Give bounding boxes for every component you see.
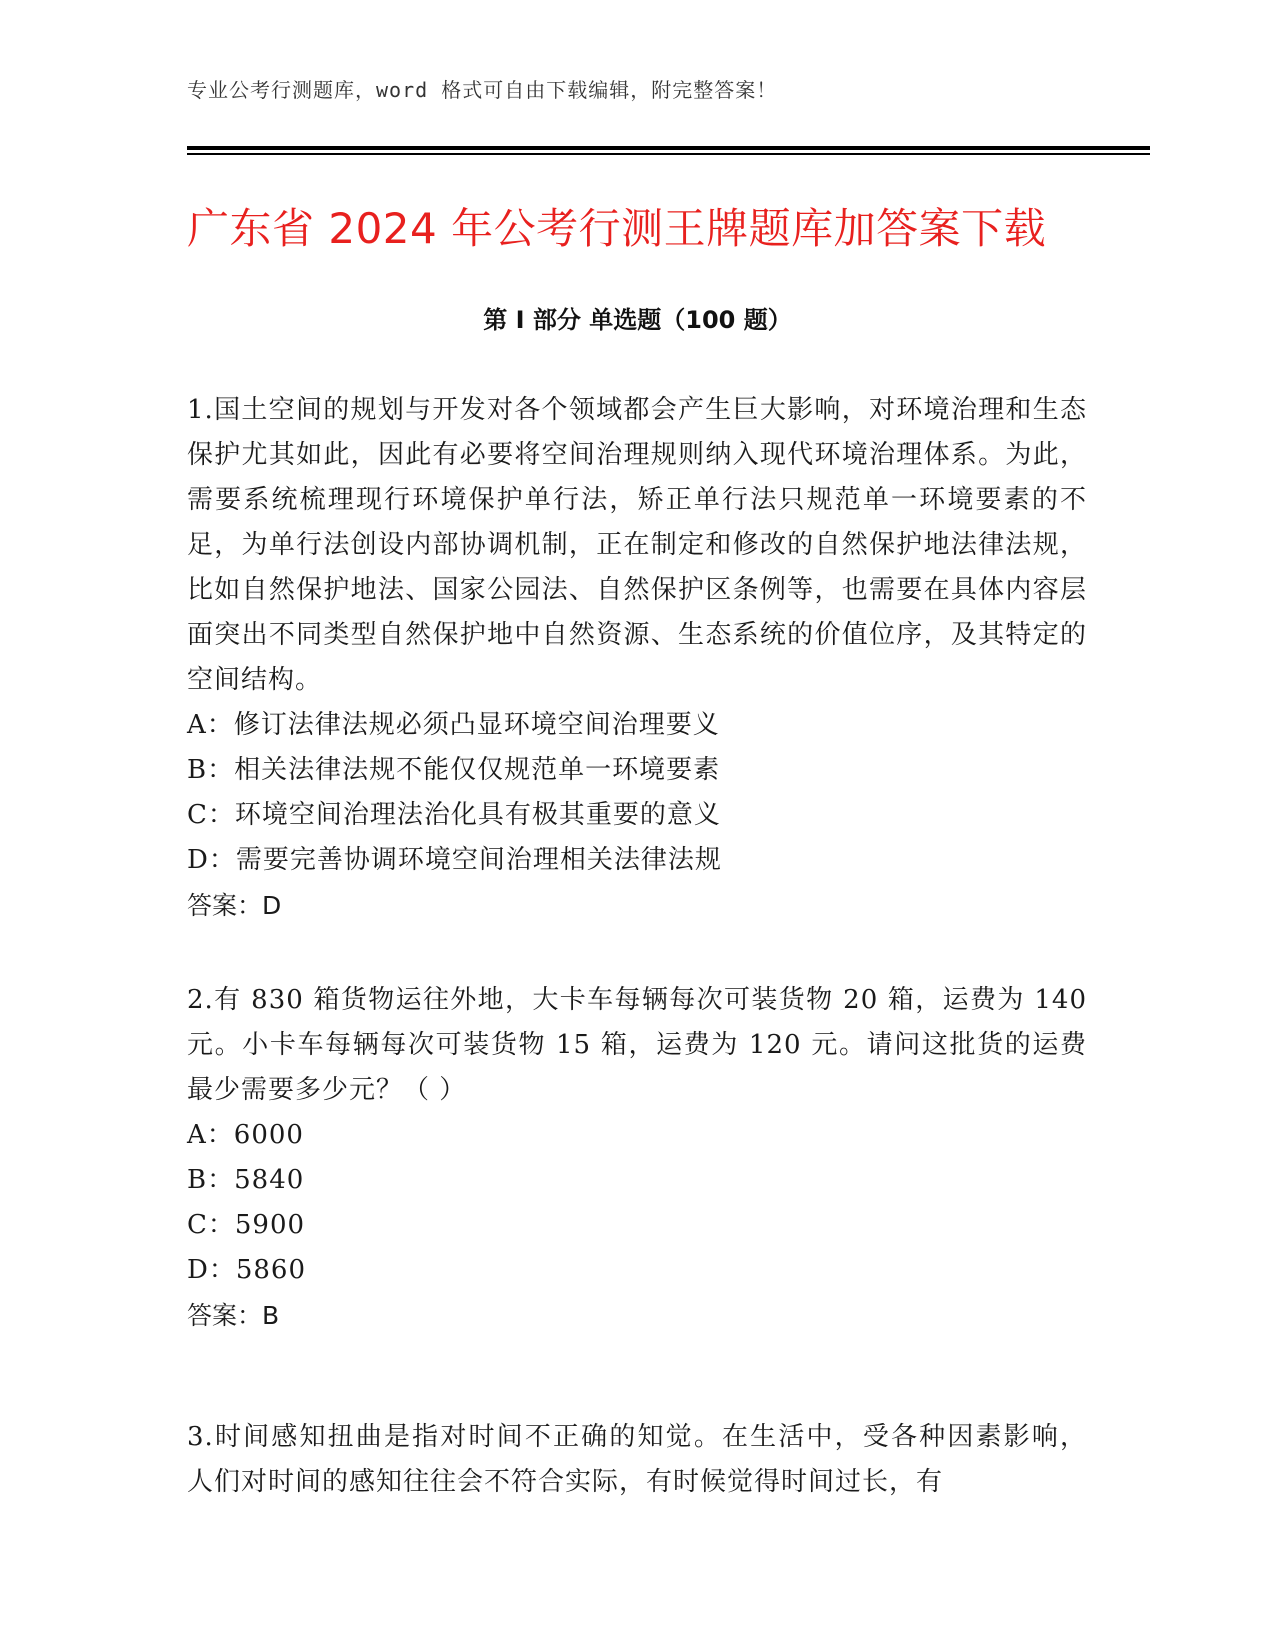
question-1-option-c: C：环境空间治理法治化具有极其重要的意义 (187, 800, 721, 830)
header-divider-thin (187, 153, 1150, 155)
document-title: 广东省 2024 年公考行测王牌题库加答案下载 (187, 204, 1047, 253)
question-2-text: 2.有 830 箱货物运往外地，大卡车每辆每次可装货物 20 箱，运费为 140 元。小卡车每辆每次可装货物 15 箱，运费为 120 元。请问这批货的运费最少需要多少元？（ ） (187, 985, 1087, 1105)
question-1-answer: 答案：D (187, 891, 282, 920)
question-3-text: 3.时间感知扭曲是指对时间不正确的知觉。在生活中，受各种因素影响， 人们对时间的感知往往会不符合实际，有时候觉得时间过长，有 (187, 1422, 1087, 1497)
question-2-option-b: B：5840 (187, 1165, 305, 1195)
question-1 (187, 388, 1087, 928)
question-1-option-b: B：相关法律法规不能仅仅规范单一环境要素 (187, 755, 721, 785)
header-divider-thick (187, 146, 1150, 150)
question-2-option-d: D：5860 (187, 1255, 307, 1285)
question-1-option-d: D：需要完善协调环境空间治理相关法律法规 (187, 845, 722, 875)
header-note: 专业公考行测题库，word 格式可自由下载编辑，附完整答案！ (187, 78, 778, 102)
question-1-option-a: A：修订法律法规必须凸显环境空间治理要义 (187, 710, 720, 740)
question-2-answer: 答案：B (187, 1301, 280, 1330)
question-2-option-c: C：5900 (187, 1210, 306, 1240)
question-2 (187, 978, 1087, 1338)
section-heading: 第 I 部分 单选题（100 题） (483, 306, 792, 334)
question-1-text: 1.国土空间的规划与开发对各个领域都会产生巨大影响，对环境治理和生态保护尤其如此，因此有必要将空间治理规则纳入现代环境治理体系。为此，需要系统梳理现行环境保护单行法，矫正单行法只规范单一环境要素的不足，为单行法创设内部协调机制，正在制定和修改的自然保护地法律法规，比如自然保护地法、国家公园法、自然保护区条例等，也需要在具体内容层面突出不同类型自然保护地中自然资源、生态系统的价值位序，及其特定的空间结构。 (187, 395, 1087, 695)
question-2-option-a: A：6000 (187, 1120, 304, 1150)
question-3 (187, 1415, 1087, 1505)
